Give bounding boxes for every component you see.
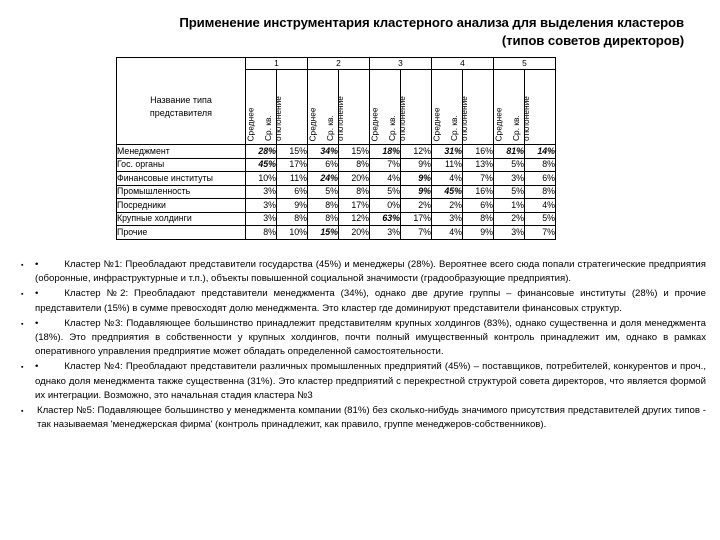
vertical-label-line-1: Ср. кв. (510, 115, 521, 141)
list-item (18, 404, 706, 432)
group-header-2: 2 (308, 58, 370, 70)
bullet-list (18, 258, 706, 433)
table-row (117, 158, 556, 172)
table-subheader-row (117, 70, 556, 145)
bullet-square-icon: ▪ (21, 408, 24, 416)
table-cell: 63% (370, 212, 401, 226)
table-cell: 4% (432, 226, 463, 240)
list-item (18, 258, 706, 286)
bullet-dot-icon: • (35, 259, 39, 270)
vertical-label: Среднее (431, 106, 442, 141)
table-cell: 3% (246, 185, 277, 199)
table-cell: 17% (277, 158, 308, 172)
list-item (18, 287, 706, 315)
list-item-text: • Кластер №1: Преобладают представители государства (45%) и менеджеры (28%). Вероятнее всего сюда попали стратегические предприятия (оборонные, инфраструктурные и т.п.), объекты повышенной социальной значимости (градообразующие предприятия). (35, 259, 706, 285)
table-cell: 6% (463, 199, 494, 213)
vertical-label: Среднее (369, 106, 380, 141)
table-cell: 8% (525, 185, 556, 199)
table-cell: 4% (370, 172, 401, 186)
cluster-table (116, 57, 556, 240)
vertical-label (512, 96, 531, 141)
vertical-label: Среднее (307, 106, 318, 141)
table-cell: 15% (339, 145, 370, 159)
bullet-square-icon: ▪ (21, 364, 24, 372)
vertical-label-line-1: Ср. кв. (386, 115, 397, 141)
table-cell: 34% (308, 145, 339, 159)
table-cell: 31% (432, 145, 463, 159)
cluster-table-container (116, 57, 556, 240)
table-cell: 16% (463, 185, 494, 199)
table-cell: 2% (494, 212, 525, 226)
subheader-sd-2 (324, 70, 370, 145)
subheader-sd-4 (448, 70, 494, 145)
row-label: Крупные холдинги (117, 212, 246, 226)
row-label: Промышленность (117, 185, 246, 199)
table-cell: 7% (370, 158, 401, 172)
list-item (18, 360, 706, 403)
table-cell: 5% (525, 212, 556, 226)
bullet-square-icon: ▪ (21, 262, 24, 269)
table-cell: 18% (370, 145, 401, 159)
table-cell: 13% (463, 158, 494, 172)
table-cell: 15% (308, 226, 339, 240)
row-label: Менеджмент (117, 145, 246, 159)
row-label: Посредники (117, 199, 246, 213)
table-cell: 24% (308, 172, 339, 186)
vertical-label (326, 96, 345, 141)
table-cell: 5% (494, 185, 525, 199)
table-cell: 11% (277, 172, 308, 186)
table-cell: 3% (494, 172, 525, 186)
row-label: Прочие (117, 226, 246, 240)
table-cell: 7% (463, 172, 494, 186)
table-cell: 5% (494, 158, 525, 172)
table-row (117, 212, 556, 226)
vertical-label-line-2: отклонение (520, 96, 530, 141)
table-cell: 45% (246, 158, 277, 172)
table-cell: 8% (308, 212, 339, 226)
corner-header-line-2: представителя (149, 107, 213, 118)
page-title-line-1: Применение инструментария кластерного анализа для выделения кластеров (179, 15, 684, 30)
table-cell: 9% (463, 226, 494, 240)
vertical-label: Среднее (493, 106, 504, 141)
vertical-label-line-2: отклонение (396, 96, 406, 141)
table-cell: 16% (463, 145, 494, 159)
table-cell: 12% (339, 212, 370, 226)
table-cell: 3% (494, 226, 525, 240)
table-cell: 9% (401, 185, 432, 199)
bullet-dot-icon: • (35, 317, 39, 329)
vertical-label-line-2: отклонение (458, 96, 468, 141)
page-title-line-2: (типов советов директоров) (501, 33, 684, 48)
table-cell: 3% (246, 212, 277, 226)
table-cell: 17% (401, 212, 432, 226)
vertical-label-line-1: Ср. кв. (448, 115, 459, 141)
row-label: Гос. органы (117, 158, 246, 172)
table-cell: 81% (494, 145, 525, 159)
table-cell: 3% (432, 212, 463, 226)
group-header-1: 1 (246, 58, 308, 70)
table-cell: 9% (401, 158, 432, 172)
table-cell: 6% (277, 185, 308, 199)
table-cell: 4% (432, 172, 463, 186)
table-cell: 5% (308, 185, 339, 199)
list-item-text: • Кластер №3: Подавляющее большинство принадлежит представителям крупных холдингов (83%), однако существенна и доля менеджмента (18%). Это предприятия в собственности у крупных холдингов, почти полный имущественный контроль принадлежит им, однако в рамках оперативного управления предприятие может обладать определенной самостоятельности. (35, 317, 706, 358)
table-cell: 3% (246, 199, 277, 213)
table-cell: 8% (525, 158, 556, 172)
group-header-5: 5 (494, 58, 556, 70)
table-row (117, 226, 556, 240)
table-cell: 9% (401, 172, 432, 186)
table-cell: 1% (494, 199, 525, 213)
corner-blank-cell (117, 58, 246, 70)
table-cell: 6% (308, 158, 339, 172)
vertical-label (388, 96, 407, 141)
vertical-label: Среднее (245, 106, 256, 141)
corner-header-line-1: Название типа (150, 94, 212, 105)
table-row (117, 145, 556, 159)
table-cell: 5% (370, 185, 401, 199)
table-cell: 12% (401, 145, 432, 159)
table-row (117, 185, 556, 199)
list-item-text: Кластер №5: Подавляющее большинство у менеджмента компании (81%) без сколько-нибудь значимого присутствия представителей других типов - так называемая 'менеджерская фирма' (контроль принадлежит, как правило, группе менеджеров-собственников). (37, 405, 706, 431)
table-cell: 11% (432, 158, 463, 172)
vertical-label-line-1: Ср. кв. (262, 115, 273, 141)
table-cell: 28% (246, 145, 277, 159)
vertical-label-line-2: отклонение (272, 96, 282, 141)
vertical-label-line-2: отклонение (334, 96, 344, 141)
table-cell: 4% (525, 199, 556, 213)
table-cell: 2% (432, 199, 463, 213)
table-cell: 20% (339, 172, 370, 186)
bullet-square-icon: ▪ (21, 320, 24, 328)
table-cell: 0% (370, 199, 401, 213)
table-cell: 3% (370, 226, 401, 240)
subheader-sd-5 (510, 70, 556, 145)
page-title (36, 14, 684, 50)
table-cell: 45% (432, 185, 463, 199)
table-cell: 8% (339, 185, 370, 199)
table-cell: 9% (277, 199, 308, 213)
table-cell: 10% (246, 172, 277, 186)
bullet-dot-icon: • (35, 361, 39, 373)
subheader-sd-3 (386, 70, 432, 145)
row-label: Финансовые институты (117, 172, 246, 186)
table-cell: 14% (525, 145, 556, 159)
list-item-text: • Кластер №2: Преобладают представители менеджмента (34%), однако две другие группы – финансовые институты (28%) и прочие представители (15%) в сумме превосходят долю менеджмента. Это кластер где доминируют представители финансовых структур. (35, 288, 706, 314)
bullet-dot-icon: • (35, 288, 39, 300)
bullet-square-icon: ▪ (21, 291, 24, 299)
vertical-label (450, 96, 469, 141)
table-cell: 8% (277, 212, 308, 226)
table-cell: 8% (308, 199, 339, 213)
table-cell: 17% (339, 199, 370, 213)
table-cell: 20% (339, 226, 370, 240)
vertical-label-line-1: Ср. кв. (324, 115, 335, 141)
table-cell: 6% (525, 172, 556, 186)
table-cell: 8% (339, 158, 370, 172)
list-item-text: • Кластер №4: Преобладают представители различных промышленных предприятий (45%) – поставщиков, потребителей, конкурентов и проч., однако доля менеджмента также существенна (31%). Это кластер предприятий с перекрестной структурой совета директоров, что является формой их интеграции. Возможно, это начальная стадия кластера №3 (35, 361, 706, 401)
table-cell: 8% (463, 212, 494, 226)
corner-header-cell (117, 70, 246, 145)
table-body (117, 145, 556, 240)
table-group-number-row (117, 58, 556, 70)
list-item (18, 317, 706, 360)
group-header-4: 4 (432, 58, 494, 70)
table-cell: 15% (277, 145, 308, 159)
group-header-3: 3 (370, 58, 432, 70)
table-cell: 7% (401, 226, 432, 240)
table-head (117, 58, 556, 145)
table-cell: 2% (401, 199, 432, 213)
table-cell: 7% (525, 226, 556, 240)
subheader-sd-1 (262, 70, 308, 145)
table-row (117, 172, 556, 186)
vertical-label (264, 96, 283, 141)
table-cell: 8% (246, 226, 277, 240)
table-row (117, 199, 556, 213)
table-cell: 10% (277, 226, 308, 240)
